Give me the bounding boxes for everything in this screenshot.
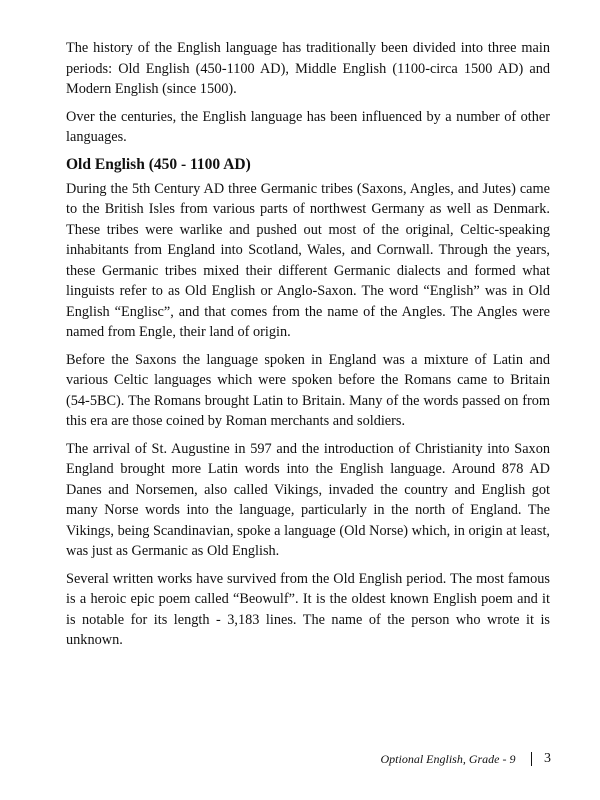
footer-book-title: Optional English, Grade - 9 — [380, 751, 516, 766]
section-paragraph-3: The arrival of St. Augustine in 597 and the introduction of Christianity into Saxon England brought more Latin words into the English language. Around 878 AD Danes and Norsemen, also called Vikings, invaded the country and English got many Norse words into the language, particularly in the north of England. The Vikings, being Scandinavian, spoke a language (Old Norse) which, in origin at least, was just as Germanic as Old English. — [66, 440, 550, 559]
page-body — [66, 38, 550, 658]
section-paragraph-1: During the 5th Century AD three Germanic tribes (Saxons, Angles, and Jutes) came to the British Isles from various parts of northwest Germany as well as Denmark. These tribes were warlike and pushed out most of the original, Celtic-speaking inhabitants from England into Scotland, Wales, and Cornwall. Through the years, these Germanic tribes mixed their different Germanic dialects and formed what linguists refer to as Old English or Anglo-Saxon. The word “English” was in Old English “Englisc”, and that comes from the name of the Angles. The Angles were named from Engle, their land of origin. — [66, 180, 550, 340]
section-paragraph-2: Before the Saxons the language spoken in England was a mixture of Latin and various Celtic languages which were spoken before the Romans came to Britain (54-5BC). The Romans brought Latin to Britain. Many of the words passed on from this era are those coined by Roman merchants and soldiers. — [66, 351, 550, 429]
page-number: 3 — [544, 751, 551, 766]
page-footer — [381, 751, 552, 767]
section-paragraph-4: Several written works have survived from the Old English period. The most famous is a heroic epic poem called “Beowulf”. It is the oldest known English poem and it is notable for its length - 3,183 lines. The name of the person who wrote it is unknown. — [66, 570, 550, 648]
intro-paragraph-1: The history of the English language has traditionally been divided into three main periods: Old English (450-1100 AD), Middle English (1100-circa 1500 AD) and Modern English (since 1500). — [66, 40, 550, 97]
intro-paragraph-2: Over the centuries, the English language has been influenced by a number of other languages. — [66, 108, 550, 145]
section-heading: Old English (450 - 1100 AD) — [66, 155, 251, 173]
footer-divider — [531, 752, 533, 766]
